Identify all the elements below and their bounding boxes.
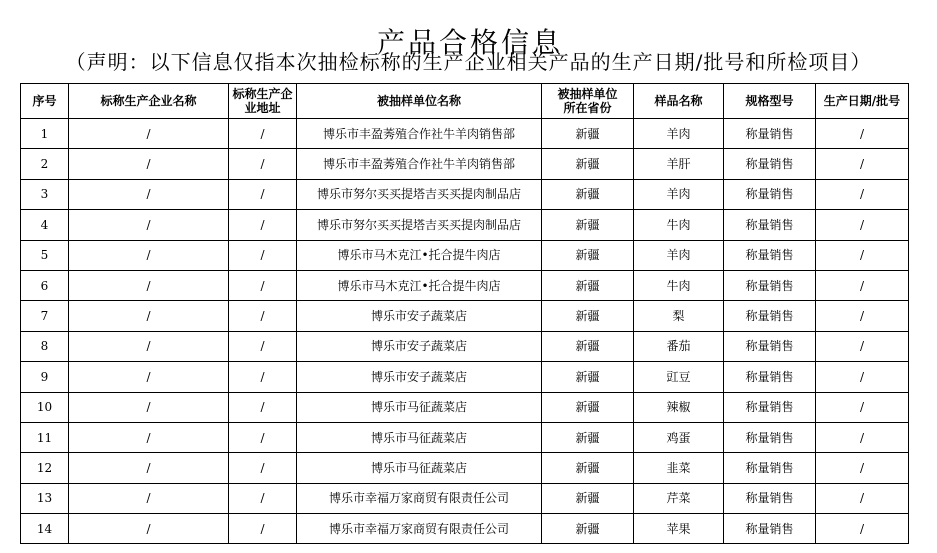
manufacturer-address-cell: /: [229, 514, 297, 544]
header-sample-name: 样品名称: [634, 84, 724, 119]
specification-cell: 称量销售: [724, 362, 816, 392]
serial-number-cell: 10: [21, 392, 69, 422]
header-manufacturer-name: 标称生产企业名称: [69, 84, 229, 119]
specification-cell: 称量销售: [724, 483, 816, 513]
table-row: [21, 240, 909, 270]
specification-cell: 称量销售: [724, 514, 816, 544]
table-row: [21, 453, 909, 483]
province-cell: 新疆: [542, 119, 634, 149]
manufacturer-address-cell: /: [229, 392, 297, 422]
manufacturer-name-cell: /: [69, 453, 229, 483]
serial-number-cell: 8: [21, 331, 69, 361]
sample-name-cell: 豇豆: [634, 362, 724, 392]
manufacturer-name-cell: /: [69, 483, 229, 513]
production-date-batch-cell: /: [816, 483, 909, 513]
sample-name-cell: 韭菜: [634, 453, 724, 483]
qualified-products-table: [20, 83, 909, 544]
production-date-batch-cell: /: [816, 240, 909, 270]
table-row: [21, 422, 909, 452]
province-cell: 新疆: [542, 483, 634, 513]
table-row: [21, 331, 909, 361]
table-row: [21, 270, 909, 300]
manufacturer-address-cell: /: [229, 331, 297, 361]
table-row: [21, 483, 909, 513]
province-cell: 新疆: [542, 422, 634, 452]
serial-number-cell: 6: [21, 270, 69, 300]
manufacturer-name-cell: /: [69, 149, 229, 179]
table-row: [21, 149, 909, 179]
province-cell: 新疆: [542, 453, 634, 483]
header-production-date-batch: 生产日期/批号: [816, 84, 909, 119]
header-manufacturer-address: [229, 84, 297, 119]
manufacturer-address-cell: /: [229, 149, 297, 179]
sampled-unit-name-cell: 博乐市丰盈莠殖合作社牛羊肉销售部: [297, 119, 542, 149]
sampled-unit-name-cell: 博乐市安子蔬菜店: [297, 362, 542, 392]
page-title: 产品合格信息: [376, 25, 563, 59]
header-sampled-unit-province: [542, 84, 634, 119]
specification-cell: 称量销售: [724, 392, 816, 422]
table-row: [21, 119, 909, 149]
header-specification: 规格型号: [724, 84, 816, 119]
production-date-batch-cell: /: [816, 453, 909, 483]
province-cell: 新疆: [542, 301, 634, 331]
province-cell: 新疆: [542, 179, 634, 209]
manufacturer-name-cell: /: [69, 331, 229, 361]
sampled-unit-name-cell: 博乐市安子蔬菜店: [297, 331, 542, 361]
serial-number-cell: 14: [21, 514, 69, 544]
specification-cell: 称量销售: [724, 240, 816, 270]
sampled-unit-name-cell: 博乐市马木克江•托合提牛肉店: [297, 270, 542, 300]
specification-cell: 称量销售: [724, 453, 816, 483]
header-serial-number: 序号: [21, 84, 69, 119]
manufacturer-address-cell: /: [229, 270, 297, 300]
sampled-unit-name-cell: 博乐市幸福万家商贸有限责任公司: [297, 514, 542, 544]
table-row: [21, 514, 909, 544]
specification-cell: 称量销售: [724, 179, 816, 209]
header-sampled-unit-province-label: 被抽样单位所在省份: [557, 87, 618, 115]
sample-name-cell: 芹菜: [634, 483, 724, 513]
serial-number-cell: 13: [21, 483, 69, 513]
province-cell: 新疆: [542, 210, 634, 240]
sample-name-cell: 羊肉: [634, 240, 724, 270]
serial-number-cell: 7: [21, 301, 69, 331]
province-cell: 新疆: [542, 514, 634, 544]
manufacturer-address-cell: /: [229, 301, 297, 331]
production-date-batch-cell: /: [816, 514, 909, 544]
specification-cell: 称量销售: [724, 270, 816, 300]
manufacturer-name-cell: /: [69, 362, 229, 392]
production-date-batch-cell: /: [816, 210, 909, 240]
manufacturer-address-cell: /: [229, 119, 297, 149]
province-cell: 新疆: [542, 149, 634, 179]
table-row: [21, 179, 909, 209]
specification-cell: 称量销售: [724, 422, 816, 452]
serial-number-cell: 9: [21, 362, 69, 392]
sample-name-cell: 牛肉: [634, 210, 724, 240]
sampled-unit-name-cell: 博乐市马木克江•托合提牛肉店: [297, 240, 542, 270]
sample-name-cell: 梨: [634, 301, 724, 331]
manufacturer-name-cell: /: [69, 210, 229, 240]
province-cell: 新疆: [542, 331, 634, 361]
sample-name-cell: 鸡蛋: [634, 422, 724, 452]
serial-number-cell: 12: [21, 453, 69, 483]
table-row: [21, 301, 909, 331]
sampled-unit-name-cell: 博乐市努尔买买提塔吉买买提肉制品店: [297, 210, 542, 240]
serial-number-cell: 11: [21, 422, 69, 452]
production-date-batch-cell: /: [816, 392, 909, 422]
table-row: [21, 210, 909, 240]
production-date-batch-cell: /: [816, 270, 909, 300]
serial-number-cell: 4: [21, 210, 69, 240]
manufacturer-name-cell: /: [69, 270, 229, 300]
production-date-batch-cell: /: [816, 179, 909, 209]
table-row: [21, 362, 909, 392]
serial-number-cell: 1: [21, 119, 69, 149]
sampled-unit-name-cell: 博乐市努尔买买提塔吉买买提肉制品店: [297, 179, 542, 209]
production-date-batch-cell: /: [816, 301, 909, 331]
manufacturer-name-cell: /: [69, 119, 229, 149]
manufacturer-name-cell: /: [69, 301, 229, 331]
sampled-unit-name-cell: 博乐市丰盈莠殖合作社牛羊肉销售部: [297, 149, 542, 179]
production-date-batch-cell: /: [816, 362, 909, 392]
sampled-unit-name-cell: 博乐市幸福万家商贸有限责任公司: [297, 483, 542, 513]
manufacturer-address-cell: /: [229, 210, 297, 240]
manufacturer-name-cell: /: [69, 392, 229, 422]
header-manufacturer-address-label: 标称生产企业地址: [232, 87, 293, 115]
disclaimer-subtitle: （声明：以下信息仅指本次抽检标称的生产企业相关产品的生产日期/批号和所检项目）: [65, 50, 872, 74]
production-date-batch-cell: /: [816, 422, 909, 452]
serial-number-cell: 5: [21, 240, 69, 270]
province-cell: 新疆: [542, 392, 634, 422]
specification-cell: 称量销售: [724, 301, 816, 331]
header-sampled-unit-name: 被抽样单位名称: [297, 84, 542, 119]
production-date-batch-cell: /: [816, 119, 909, 149]
specification-cell: 称量销售: [724, 119, 816, 149]
table-header-row: [21, 84, 909, 119]
specification-cell: 称量销售: [724, 210, 816, 240]
sample-name-cell: 羊肉: [634, 119, 724, 149]
sample-name-cell: 番茄: [634, 331, 724, 361]
province-cell: 新疆: [542, 362, 634, 392]
production-date-batch-cell: /: [816, 149, 909, 179]
province-cell: 新疆: [542, 270, 634, 300]
manufacturer-name-cell: /: [69, 422, 229, 452]
sample-name-cell: 羊肉: [634, 179, 724, 209]
manufacturer-address-cell: /: [229, 362, 297, 392]
province-cell: 新疆: [542, 240, 634, 270]
sampled-unit-name-cell: 博乐市马征蔬菜店: [297, 453, 542, 483]
sampled-unit-name-cell: 博乐市安子蔬菜店: [297, 301, 542, 331]
manufacturer-address-cell: /: [229, 179, 297, 209]
manufacturer-name-cell: /: [69, 514, 229, 544]
production-date-batch-cell: /: [816, 331, 909, 361]
serial-number-cell: 2: [21, 149, 69, 179]
manufacturer-address-cell: /: [229, 240, 297, 270]
specification-cell: 称量销售: [724, 149, 816, 179]
sample-name-cell: 牛肉: [634, 270, 724, 300]
sampled-unit-name-cell: 博乐市马征蔬菜店: [297, 422, 542, 452]
manufacturer-name-cell: /: [69, 240, 229, 270]
manufacturer-address-cell: /: [229, 483, 297, 513]
specification-cell: 称量销售: [724, 331, 816, 361]
sample-name-cell: 辣椒: [634, 392, 724, 422]
manufacturer-address-cell: /: [229, 453, 297, 483]
manufacturer-name-cell: /: [69, 179, 229, 209]
manufacturer-address-cell: /: [229, 422, 297, 452]
sample-name-cell: 苹果: [634, 514, 724, 544]
table-row: [21, 392, 909, 422]
sample-name-cell: 羊肝: [634, 149, 724, 179]
sampled-unit-name-cell: 博乐市马征蔬菜店: [297, 392, 542, 422]
serial-number-cell: 3: [21, 179, 69, 209]
